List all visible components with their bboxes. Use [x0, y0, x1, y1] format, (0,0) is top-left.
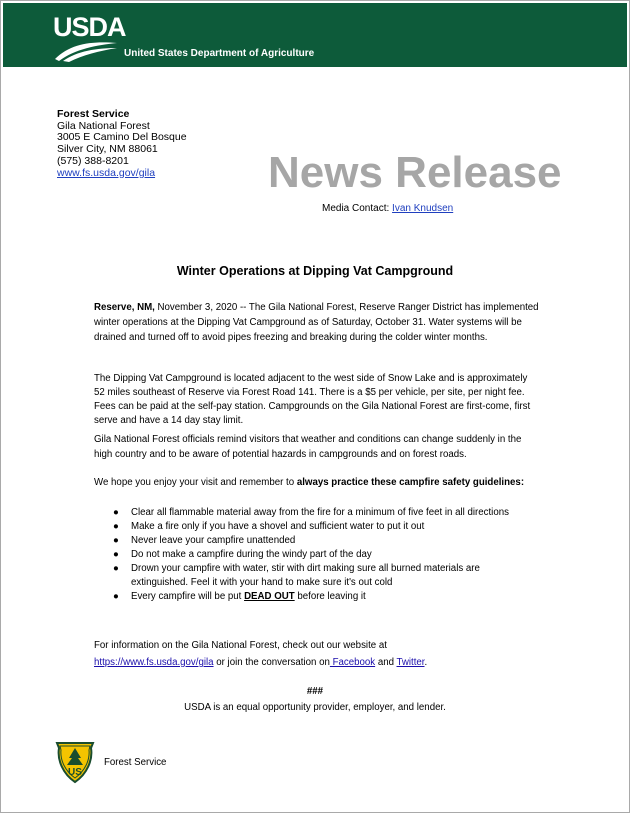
dateline: Reserve, NM, — [94, 302, 155, 313]
list-item: ● Do not make a campfire during the windy part of the day — [113, 549, 372, 560]
usda-header-banner — [3, 3, 627, 67]
list-item: ● Never leave your campfire unattended — [113, 535, 296, 546]
media-contact-link[interactable]: Ivan Knudsen — [392, 203, 454, 214]
shield-text: US — [68, 767, 82, 778]
facebook-link[interactable]: Facebook — [329, 657, 376, 668]
list-item: ● Make a fire only if you have a shovel and sufficient water to put it out — [113, 521, 425, 532]
intro-text: November 3, 2020 -- The Gila National Forest, Reserve Ranger District has implemented winter operations at the Dipping Vat Campground as of Saturday, October 31. Water systems will be drained and turned off to avoid pipes freezing and breaking during the colder winter months. — [94, 302, 539, 343]
usda-swoosh-icon — [53, 39, 119, 63]
news-release-heading: News Release — [268, 148, 562, 197]
agency-name: Forest Service — [57, 108, 130, 120]
paragraph-safety-reminder: Gila National Forest officials remind visitors that weather and conditions can change suddenly in the high country and to be aware of potential hazards in campgrounds and on forest roads. — [94, 434, 522, 460]
list-item: ● Every campfire will be put DEAD OUT before leaving it — [113, 591, 366, 602]
campfire-intro-text: We hope you enjoy your visit and remember to — [94, 477, 297, 488]
list-item: ● Clear all flammable material away from the fire for a minimum of five feet in all directions — [113, 507, 509, 518]
usda-logo — [53, 12, 126, 65]
paragraph-intro — [94, 300, 540, 345]
usda-logo-text: USDA — [53, 12, 126, 42]
bullet-icon: ● — [113, 591, 119, 602]
forest-website-link[interactable]: www.fs.usda.gov/gila — [57, 166, 156, 179]
campfire-intro-bold: always practice these campfire safety guidelines: — [296, 477, 525, 488]
website-url-link[interactable]: https://www.fs.usda.gov/gila — [94, 657, 214, 668]
dead-out-emphasis: DEAD OUT — [244, 591, 295, 602]
bullet-icon: ● — [113, 507, 119, 518]
address-block — [57, 109, 187, 179]
twitter-link[interactable]: Twitter — [396, 657, 425, 668]
bullet-icon: ● — [113, 563, 119, 574]
equal-opportunity-statement: USDA is an equal opportunity provider, employer, and lender. — [184, 702, 446, 713]
forest-name: Gila National Forest — [57, 119, 150, 132]
department-name: United States Department of Agriculture — [124, 48, 315, 59]
paragraph-location: The Dipping Vat Campground is located adjacent to the west side of Snow Lake and is approximately 52 miles southeast of Reserve via Forest Road 141. There is a $5 per vehicle, per site, per night fee. Fees can be paid at the self-pay station. Campgrounds on the Gila National Forest are first-come, first serve and have a 14 day stay limit. — [94, 373, 531, 426]
bullet-icon: ● — [113, 521, 119, 532]
city-state-zip: Silver City, NM 88061 — [57, 143, 158, 156]
street-address: 3005 E Camino Del Bosque — [57, 131, 187, 144]
bullet-icon: ● — [113, 535, 119, 546]
paragraph-more-info: For information on the Gila National Forest, check out our website at https://www.fs.usda.gov/gila or join the conversation on Facebook and Twitter. — [94, 637, 540, 671]
forest-service-shield-icon — [53, 740, 97, 784]
end-marker: ### — [306, 686, 324, 697]
info-line: For information on the Gila National Forest, check out our website at — [94, 640, 387, 651]
release-title: Winter Operations at Dipping Vat Campground — [176, 264, 454, 278]
phone-number: (575) 388-8201 — [57, 154, 129, 167]
media-contact — [322, 203, 453, 214]
bullet-icon: ● — [113, 549, 119, 560]
list-item: ● Drown your campfire with water, stir with dirt making sure all burned materials are extinguished. Feel it with your hand to make sure it's out cold — [113, 563, 480, 588]
campfire-tips-list — [94, 506, 534, 604]
media-contact-label: Media Contact: — [322, 203, 393, 214]
paragraph-campfire-intro — [94, 474, 540, 491]
forest-service-footer-label: Forest Service — [104, 757, 167, 768]
